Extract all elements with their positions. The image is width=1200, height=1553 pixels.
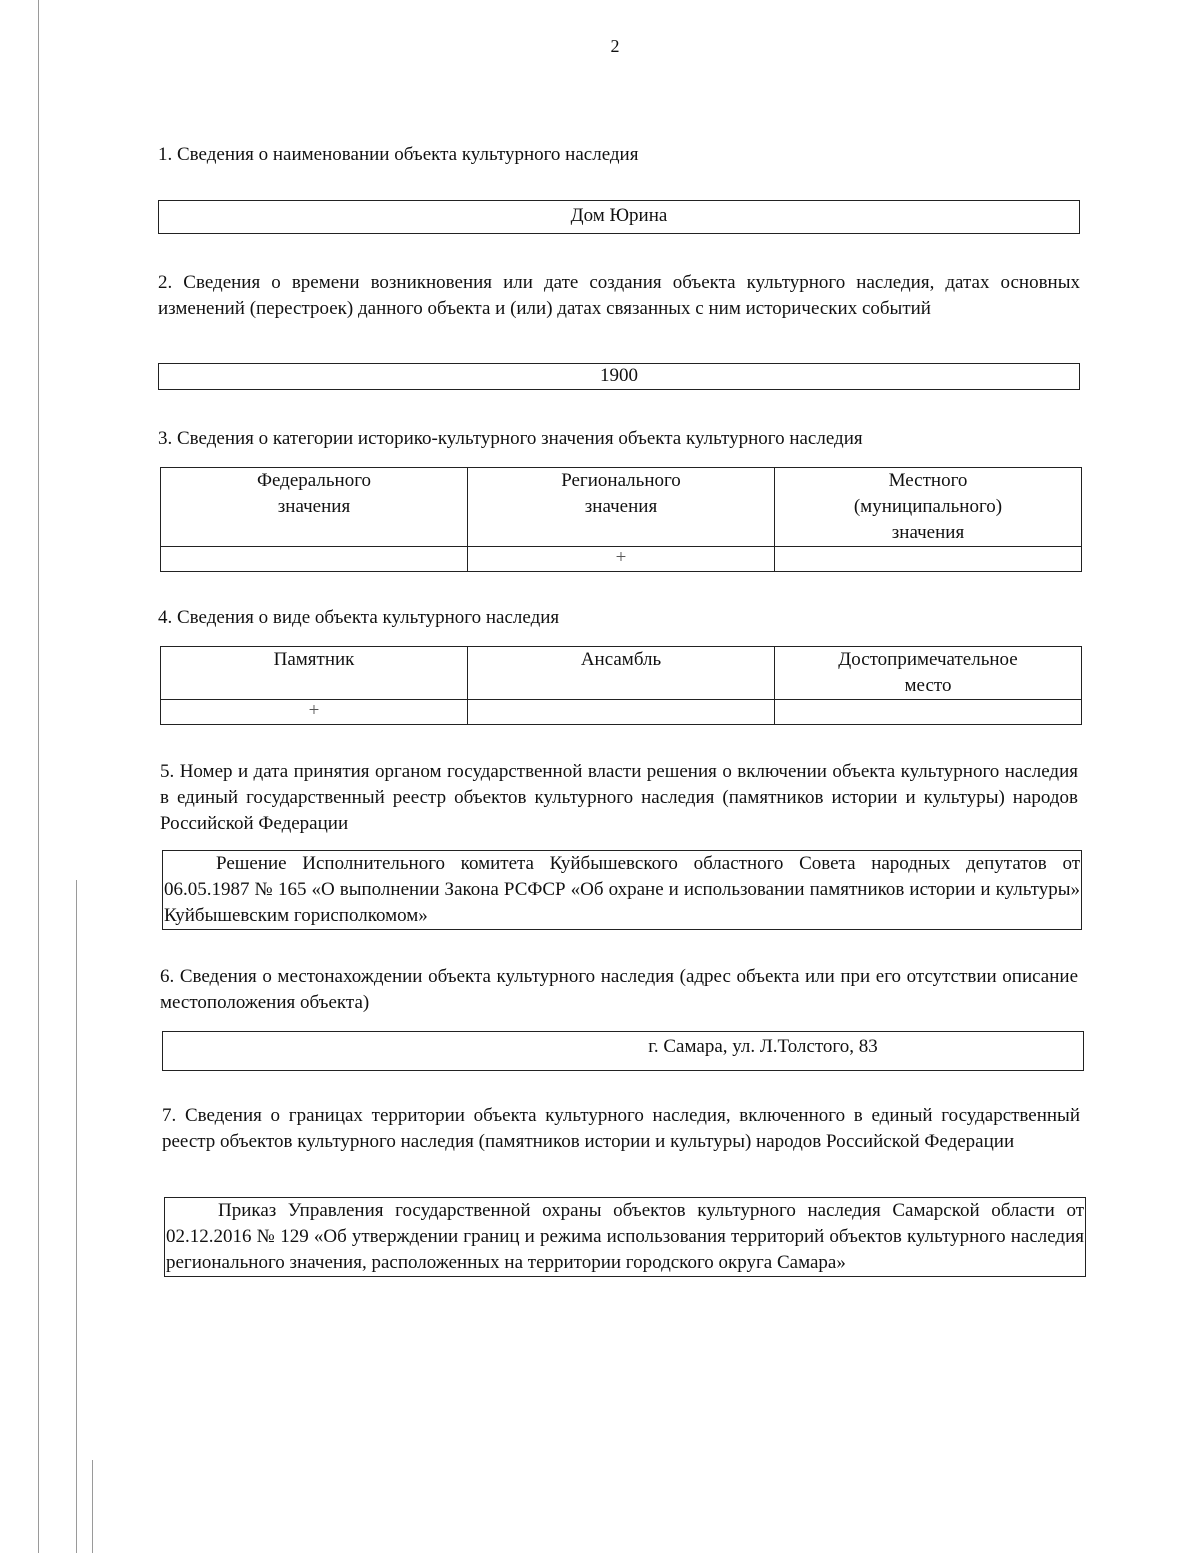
section-6 [160, 964, 1078, 1016]
category-mark-local [775, 547, 1082, 572]
section-3 [158, 426, 1080, 452]
section-5-heading: 5. Номер и дата принятия органом государственной власти решения о включении объекта культурного наследия в единый государственный реестр объектов культурного наследия (памятников истории и культуры) народов Российской Федерации [160, 761, 1078, 834]
section-5 [160, 759, 1078, 837]
section-4 [158, 605, 1080, 631]
type-table-wrap [160, 646, 1082, 725]
creation-date-value: 1900 [158, 363, 1080, 390]
type-mark-monument: + [161, 700, 468, 725]
scan-margin-line [38, 0, 39, 1553]
type-mark-ensemble [468, 700, 775, 725]
section-7-box [164, 1197, 1086, 1277]
section-2-heading: 2. Сведения о времени возникновения или дате создания объекта культурного наследия, датах основных изменений (перестроек) данного объекта и (или) датах связанных с ним исторических событий [158, 272, 1080, 319]
boundaries-order-value: Приказ Управления государственной охраны объектов культурного наследия Самарской области от 02.12.2016 № 129 «Об утверждении границ и режима использования территорий объектов культурного наследия регионального значения, расположенных на территории городского округа Самара» [164, 1197, 1086, 1277]
section-6-heading: 6. Сведения о местонахождении объекта культурного наследия (адрес объекта или при его отсутствии описание местоположения объекта) [160, 966, 1078, 1013]
type-table [160, 646, 1082, 725]
type-header-landmark: Достопримечательное место [775, 647, 1082, 700]
category-table [160, 467, 1082, 572]
section-1-heading: 1. Сведения о наименовании объекта культурного наследия [158, 144, 639, 165]
section-1 [158, 142, 1080, 168]
scan-margin-line [92, 1460, 93, 1553]
object-name-value: Дом Юрина [158, 200, 1080, 234]
section-1-box [158, 200, 1080, 234]
section-2 [158, 270, 1080, 322]
section-4-heading: 4. Сведения о виде объекта культурного наследия [158, 607, 560, 628]
registry-decision-value: Решение Исполнительного комитета Куйбышевского областного Совета народных депутатов от 06.05.1987 № 165 «О выполнении Закона РСФСР «Об охране и использовании памятников истории и культуры» Куйбышевским горисполкомом» [162, 850, 1082, 930]
type-header-ensemble: Ансамбль [468, 647, 775, 700]
section-3-heading: 3. Сведения о категории историко-культурного значения объекта культурного наследия [158, 428, 863, 449]
type-header-monument: Памятник [161, 647, 468, 700]
type-mark-landmark [775, 700, 1082, 725]
scan-margin-line [76, 880, 77, 1553]
section-6-box [162, 1031, 1084, 1071]
category-header-federal: Федерального значения [161, 468, 468, 547]
category-mark-federal [161, 547, 468, 572]
category-mark-regional: + [468, 547, 775, 572]
section-5-box [162, 850, 1082, 930]
category-table-wrap [160, 467, 1082, 572]
section-2-box [158, 363, 1080, 390]
page-number: 2 [610, 36, 620, 56]
section-7 [162, 1103, 1080, 1155]
category-header-local: Местного (муниципального) значения [775, 468, 1082, 547]
category-header-regional: Регионального значения [468, 468, 775, 547]
section-7-heading: 7. Сведения о границах территории объекта культурного наследия, включенного в единый государственный реестр объектов культурного наследия (памятников истории и культуры) народов Российской Федерации [162, 1105, 1080, 1152]
address-value: г. Самара, ул. Л.Толстого, 83 [162, 1031, 1084, 1071]
